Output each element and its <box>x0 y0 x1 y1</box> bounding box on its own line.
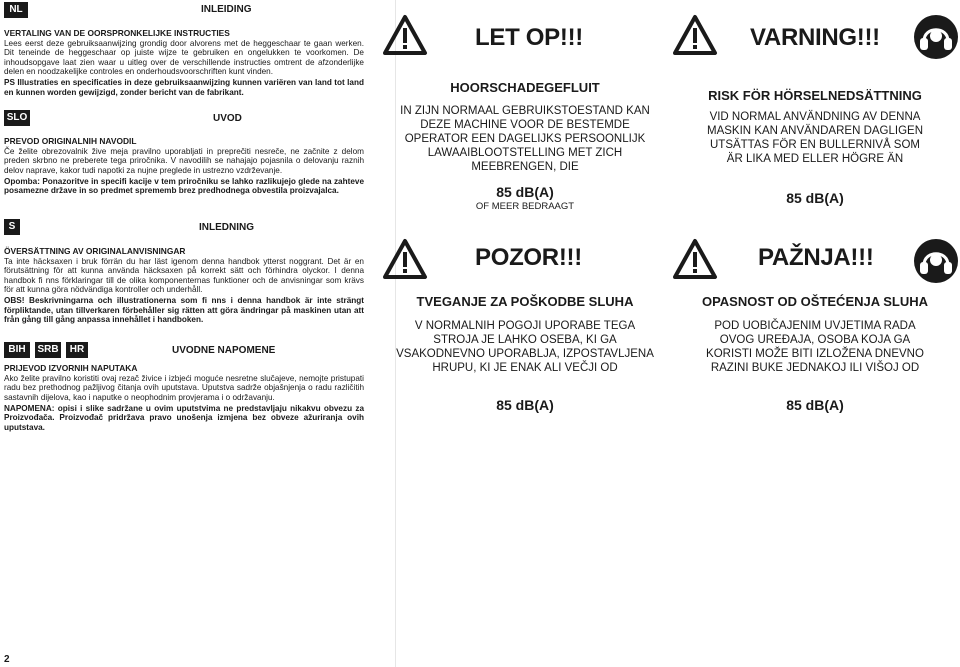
warning-body <box>670 319 960 375</box>
warning-line: LAWAAIBLOOTSTELLING MET ZICH <box>427 147 623 159</box>
section-heading-nl: INLEIDING <box>201 4 252 15</box>
warning-body <box>670 110 960 166</box>
warning-subtitle: HOORSCHADEGEFLUIT <box>450 80 600 95</box>
language-badge-bih: BIH <box>4 342 30 358</box>
section-subheading-slo: PREVOD ORIGINALNIH NAVODIL <box>4 136 137 146</box>
warning-body <box>380 104 670 174</box>
warning-line: V NORMALNIH POGOJI UPORABE TEGA <box>414 320 636 332</box>
section-body-nl <box>4 39 364 98</box>
paragraph-note: Opomba: Ponazoritve in specifi kacije v tem priročniku se lahko razlikujejo glede na zahteve posamezne države in so predmet sprememb brez predhodnega obvestila proizvajalca. <box>4 176 364 196</box>
warning-line: KORISTI MOŽE BITI IZLOŽENA DNEVNO <box>706 348 924 360</box>
warning-subtitle: OPASNOST OD OŠTEĆENJA SLUHA <box>701 294 929 309</box>
paragraph-note: NAPOMENA: opisi i slike sadržane u ovim uputstvima ne predstavljaju nikakvu obvezu za Proizvođača. Proizvođač pridržava pravo unošenja izmjena bez obveze ažuriranja ovih uputstava. <box>4 403 364 432</box>
language-badge-s: S <box>4 219 20 235</box>
warning-triangle-icon <box>382 14 428 56</box>
noise-level: 85 dB(A) <box>786 190 844 206</box>
section-heading-slo: UVOD <box>213 113 242 124</box>
warning-line: MASKIN KAN ANVÄNDAREN DAGLIGEN <box>707 125 923 137</box>
warning-panel-slo <box>380 236 670 436</box>
warning-subtitle: RISK FÖR HÖRSELNEDSÄTTNING <box>708 88 922 103</box>
warning-line: IN ZIJN NORMAAL GEBRUIKSTOESTAND KAN <box>400 105 650 117</box>
warning-triangle-icon <box>672 14 718 56</box>
section-subheading-bih: PRIJEVOD IZVORNIH NAPUTAKA <box>4 363 138 373</box>
section-body-bih <box>4 374 364 433</box>
page-number: 2 <box>4 654 10 665</box>
noise-level: 85 dB(A) <box>786 397 844 413</box>
warning-line: HRUPU, KI JE ENAK ALI VEČJI OD <box>432 362 618 374</box>
language-badge-srb: SRB <box>35 342 61 358</box>
warning-line: OPERATOR EEN DAGELIJKS PERSOONLIJK <box>404 133 646 145</box>
section-subheading-nl: VERTALING VAN DE OORSPRONKELIJKE INSTRUCTIES <box>4 28 230 38</box>
section-subheading-s: ÖVERSÄTTNING AV ORIGINALANVISNINGAR <box>4 246 186 256</box>
paragraph: Lees eerst deze gebruiksaanwijzing grondig door alvorens met de heggeschaar te gaan werken. Dit teneinde de heggeschaar op juiste wijze te gebruiken en ongelukken te voorkomen. De inhoudsopgave laat zien waar u uitleg over de verschillende instructies omtrent de afzonderlijke delen en noodzakelijke controles en onderhoudsvoorschriften kunt vinden. <box>4 39 364 77</box>
warning-panel-bih <box>670 236 960 436</box>
ear-protection-icon <box>913 14 959 60</box>
warning-line: VID NORMAL ANVÄNDNING AV DENNA <box>709 111 921 123</box>
section-body-s <box>4 257 364 326</box>
noise-level: 85 dB(A) <box>496 397 554 413</box>
warning-line: RAZINI BUKE JEDNAKOJ ILI VIŠOJ OD <box>710 362 920 374</box>
warning-panel-s <box>670 12 960 232</box>
warning-line: OVOG UREĐAJA, OSOBA KOJA GA <box>719 334 911 346</box>
warning-triangle-icon <box>382 238 428 280</box>
paragraph: Ako želite pravilno koristiti ovaj rezač živice i izbjeći moguće nesretne slučajeve, nemojte pristupati radu bez prethodnog pažljivog čitanja ovih uputstava. Uputstva sadrže objašnjenja o radu različitih sastavnih dijelova, kao i naputke o neophodnim provjerama i o održavanju. <box>4 374 364 402</box>
ear-protection-icon <box>913 238 959 284</box>
warning-line: UTSÄTTAS FÖR EN BULLERNIVÅ SOM <box>709 139 920 151</box>
paragraph: Ta inte häcksaxen i bruk förrän du har läst igenom denna handbok ytterst noggrant. Det är en förutsättning för att kunna använda häcksaxen på korrekt sätt och förhindra olyckor. I denna handbok fi nns förklaringar till de olika komponenternas funktioner och de anvisningar som krävs för att kunna göra nödvändiga kontroller och underhåll. <box>4 257 364 295</box>
language-badge-nl: NL <box>4 2 28 18</box>
warning-title: PAŽNJA!!! <box>758 244 874 271</box>
warning-title: LET OP!!! <box>475 24 583 51</box>
section-heading-s: INLEDNING <box>199 222 254 233</box>
warning-line: STROJA JE LAHKO OSEBA, KI GA <box>433 334 617 346</box>
warning-line: MEEBRENGEN, DIE <box>471 161 579 173</box>
warning-note: OF MEER BEDRAAGT <box>475 201 575 212</box>
paragraph-note: PS Illustraties en specificaties in deze gebruiksaanwijzing kunnen variëren van land tot land en kunnen worden gewijzigd, zonder bericht van de fabrikant. <box>4 78 364 97</box>
language-badge-slo: SLO <box>4 110 30 126</box>
warning-panel-nl <box>380 12 670 232</box>
paragraph-note: OBS! Beskrivningarna och illustrationerna som fi nns i denna handbok är inte strängt förpliktande, utan tillverkaren förbehåller sig rätten att göra ändringar på maskinen utan att från gång till gång anpassa innehållet i handboken. <box>4 296 364 324</box>
warning-subtitle: TVEGANJE ZA POŠKODBE SLUHA <box>416 294 634 309</box>
noise-level: 85 dB(A) <box>496 184 554 200</box>
section-heading-bih: UVODNE NAPOMENE <box>172 345 276 356</box>
warning-body <box>380 319 670 375</box>
paragraph: Če želite obrezovalnik žive meja pravilno uporabljati in preprečiti nesreče, ne začnite z delom preden skrbno ne preberete tega priročnika. V navodilih se nahajajo pojasnila o delovanju raznih delov naprave, kakor tudi napotki za nujne preglede in ustrezno vzdrževanje. <box>4 147 364 175</box>
warning-line: VSAKODNEVNO UPORABLJA, IZPOSTAVLJENA <box>396 348 654 360</box>
warning-line: POD UOBIČAJENIM UVJETIMA RADA <box>714 320 916 332</box>
section-body-slo <box>4 147 364 197</box>
warning-line: ÄR LIKA MED ELLER HÖGRE ÄN <box>726 153 904 165</box>
warning-title: POZOR!!! <box>475 244 582 271</box>
warning-triangle-icon <box>672 238 718 280</box>
warning-line: DEZE MACHINE VOOR DE BESTEMDE <box>420 119 630 131</box>
language-badge-hr: HR <box>66 342 88 358</box>
warning-title: VARNING!!! <box>750 24 880 51</box>
